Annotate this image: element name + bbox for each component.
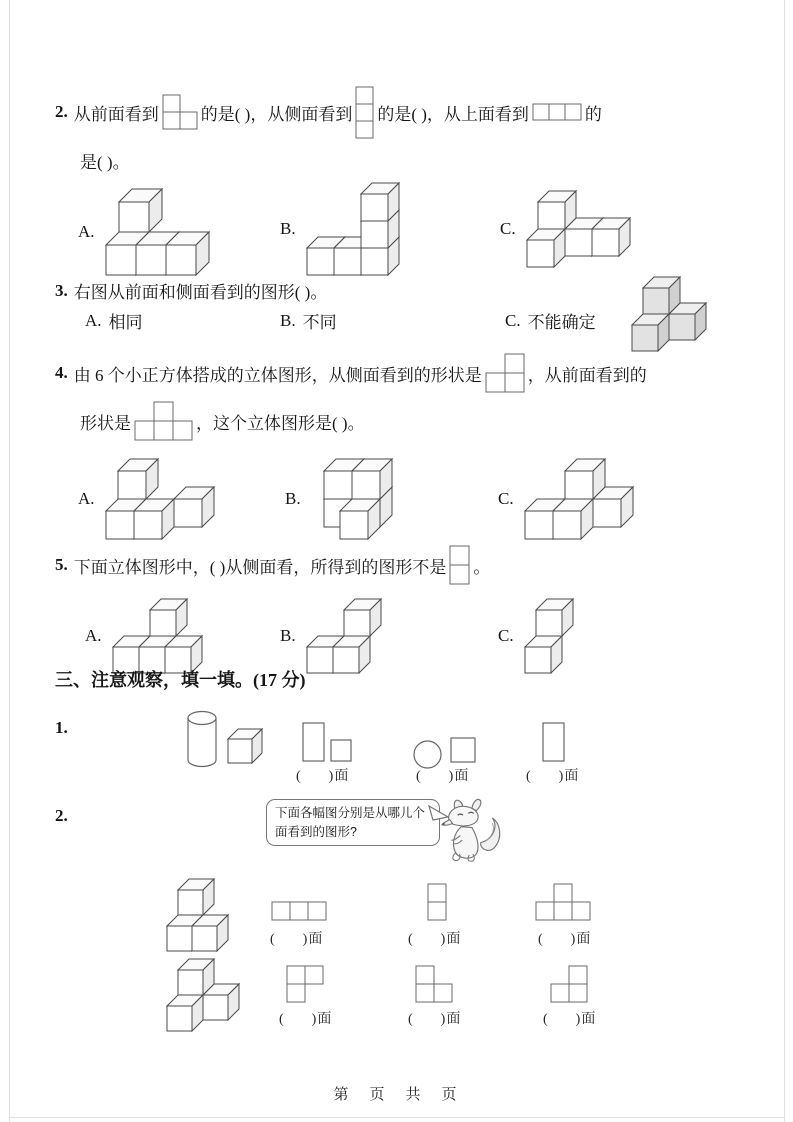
question-2-option-a bbox=[78, 188, 226, 276]
cube-figure-q2-c bbox=[526, 190, 631, 268]
option-c-label: C. bbox=[500, 219, 516, 238]
cube-figure-q5-a bbox=[112, 598, 214, 674]
cube-figure-q3 bbox=[631, 276, 707, 352]
option-c-label: C. bbox=[505, 310, 521, 330]
cube-figure-q2-a bbox=[105, 188, 223, 276]
question-4-line-1 bbox=[55, 350, 647, 396]
section-3-heading: 三、注意观察，填一填。(17 分) bbox=[55, 670, 306, 690]
answer-blank-2: ( )面 bbox=[416, 769, 470, 784]
question-3-line bbox=[55, 278, 327, 303]
view-square-1 bbox=[330, 739, 353, 768]
answer-blank-r2-1: ( )面 bbox=[279, 1012, 333, 1027]
view-shape-r2-3 bbox=[550, 965, 588, 1003]
front-view-shape-q4 bbox=[134, 401, 193, 441]
cube-figure-q2-b bbox=[306, 182, 400, 276]
option-b-text: 不同 bbox=[302, 313, 337, 332]
question-3-option-a bbox=[85, 308, 143, 333]
option-a-label: A. bbox=[85, 626, 102, 645]
question-4-number: 4. bbox=[55, 363, 68, 382]
page-footer: 第 页 共 页 bbox=[333, 1085, 460, 1103]
question-5-option-c bbox=[498, 598, 577, 674]
s3-question-2-number bbox=[55, 806, 74, 826]
speech-bubble-tail bbox=[428, 803, 450, 828]
option-b-label: B. bbox=[280, 219, 296, 238]
question-5-text-2: 。 bbox=[473, 557, 491, 577]
option-b-label: B. bbox=[280, 310, 296, 330]
s3-q2-number: 2. bbox=[55, 806, 68, 825]
option-c-label: C. bbox=[498, 489, 514, 508]
question-2-text-4: 的 bbox=[584, 104, 602, 124]
question-2-line-1 bbox=[55, 82, 602, 142]
option-a-label: A. bbox=[85, 310, 102, 330]
speech-bubble bbox=[266, 799, 440, 846]
question-4-option-b bbox=[285, 458, 396, 540]
question-2-line-2: 是( )。 bbox=[80, 153, 130, 172]
cylinder-figure bbox=[186, 710, 218, 775]
speech-bubble-line-1: 下面各幅图分别是从哪儿个 bbox=[275, 806, 426, 820]
question-2-option-c bbox=[500, 190, 634, 268]
question-4-option-a bbox=[78, 458, 218, 540]
speech-bubble-line-2: 面看到的图形? bbox=[275, 824, 357, 839]
top-view-shape bbox=[532, 103, 582, 121]
option-a-label: A. bbox=[78, 489, 95, 508]
question-4-text-4: ，这个立体图形是( )。 bbox=[196, 413, 365, 433]
question-2-number: 2. bbox=[55, 102, 68, 121]
question-4-text-2: ，从前面看到的 bbox=[527, 365, 647, 385]
question-5-option-b bbox=[280, 598, 385, 674]
view-rect-3 bbox=[542, 722, 566, 768]
question-3-option-b bbox=[280, 308, 337, 333]
question-4-line-2 bbox=[80, 398, 365, 444]
cube-figure-q5-b bbox=[306, 598, 382, 674]
page-edge-left bbox=[9, 0, 10, 1122]
cube-figure-q4-a bbox=[105, 458, 215, 540]
option-b-label: B. bbox=[280, 626, 296, 645]
side-view-shape-q4 bbox=[485, 353, 525, 393]
question-3-text: 右图从前面和侧面看到的图形( )。 bbox=[73, 283, 328, 302]
question-4-text-3: 形状是 bbox=[80, 413, 131, 433]
question-5-line bbox=[55, 542, 490, 588]
question-4-option-c bbox=[498, 458, 637, 540]
cube-figure-q4-c bbox=[524, 458, 634, 540]
front-view-shape bbox=[162, 94, 198, 130]
small-cube-figure bbox=[227, 728, 263, 764]
cube-figure-q4-b bbox=[311, 458, 393, 540]
answer-blank-r1-2: ( )面 bbox=[408, 932, 462, 947]
side-view-shape-q5 bbox=[449, 545, 470, 585]
question-3-number: 3. bbox=[55, 280, 68, 300]
answer-blank-r2-2: ( )面 bbox=[408, 1012, 462, 1027]
page-edge-right bbox=[784, 0, 785, 1122]
answer-blank-r1-3: ( )面 bbox=[538, 932, 592, 947]
question-5-text-1: 下面立体图形中，( )从侧面看，所得到的图形不是 bbox=[73, 557, 447, 577]
view-shape-r1-3 bbox=[535, 883, 591, 921]
question-2-text-3: 的是( )，从上面看到 bbox=[377, 104, 529, 124]
answer-blank-1: ( )面 bbox=[296, 769, 350, 784]
option-c-text: 不能确定 bbox=[527, 313, 596, 332]
view-shape-r1-1 bbox=[271, 901, 327, 921]
page-edge-bottom bbox=[9, 1117, 785, 1118]
question-4-text-1: 由 6 个小正方体搭成的立体图形，从侧面看到的形状是 bbox=[73, 365, 482, 385]
view-shape-r2-1 bbox=[286, 965, 324, 1003]
option-c-label: C. bbox=[498, 626, 514, 645]
answer-blank-r1-1: ( )面 bbox=[270, 932, 324, 947]
question-2-text-2: 的是( )，从侧面看到 bbox=[200, 104, 353, 124]
option-b-label: B. bbox=[285, 489, 301, 508]
cube-figure-s3-row1 bbox=[166, 878, 240, 952]
question-3-option-c bbox=[505, 308, 596, 333]
answer-blank-3: ( )面 bbox=[526, 769, 580, 784]
side-view-shape bbox=[355, 86, 374, 139]
question-2-text-1: 从前面看到 bbox=[73, 104, 159, 124]
question-5-number: 5. bbox=[55, 555, 68, 574]
option-a-label: A. bbox=[78, 222, 95, 241]
cube-figure-q5-c bbox=[524, 598, 574, 674]
question-5-option-a bbox=[85, 598, 217, 674]
cube-figure-s3-row2 bbox=[166, 958, 240, 1032]
view-shape-r1-2 bbox=[427, 883, 447, 921]
s3-q1-number: 1. bbox=[55, 718, 68, 737]
s3-question-1-number bbox=[55, 718, 74, 738]
option-a-text: 相同 bbox=[108, 313, 143, 332]
view-rect-1 bbox=[302, 722, 326, 768]
answer-blank-r2-3: ( )面 bbox=[543, 1012, 597, 1027]
question-2-option-b bbox=[280, 182, 403, 276]
view-shape-r2-2 bbox=[415, 965, 453, 1003]
